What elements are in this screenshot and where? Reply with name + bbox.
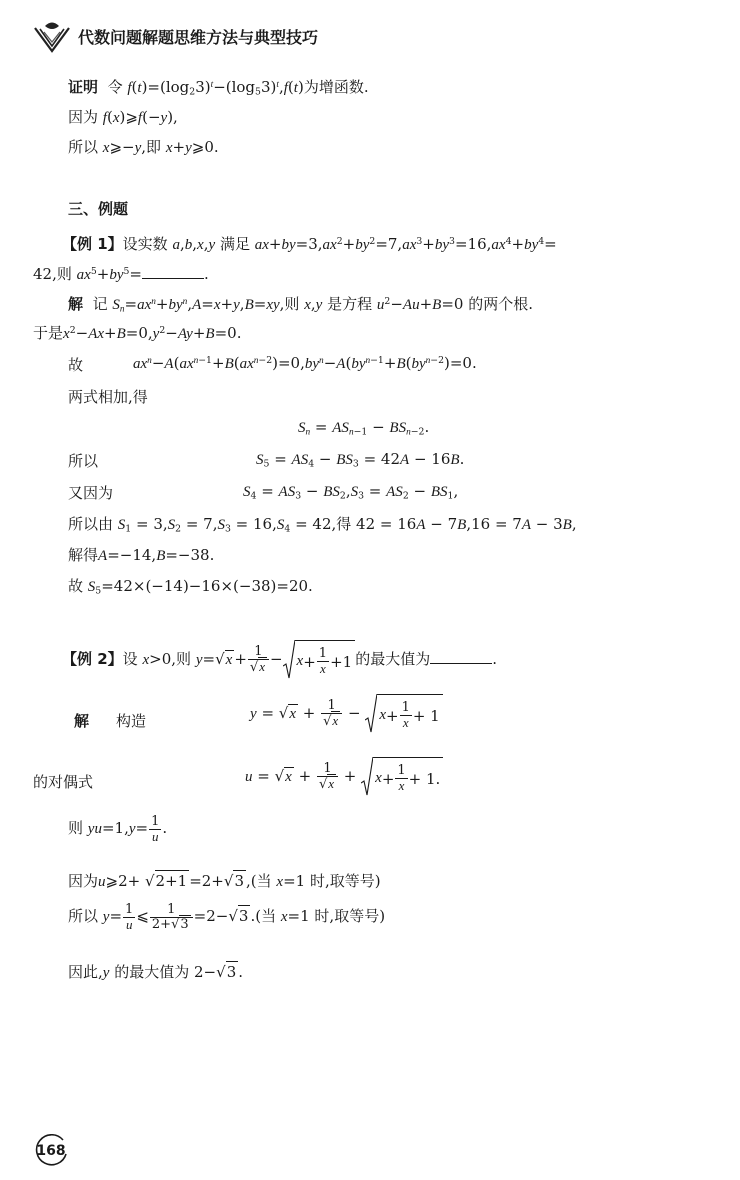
proof-label: 证明 bbox=[68, 78, 99, 96]
ex1-final-line: 故 $S_5=42\times(-14)-16\times(-38)=20$. bbox=[68, 577, 313, 597]
ex2-yinwei-line: 因为u⩾2+ √2+1 =2+√3 ,(当 x=1 时,取等号) bbox=[68, 872, 381, 890]
ex2-solution-label: 解 bbox=[74, 712, 90, 730]
answer-blank-2 bbox=[430, 649, 492, 664]
ex2-u-formula: u = √x + $\frac{1}{√x}$ + x + $\frac{1}{x}$ + 1. bbox=[245, 757, 443, 797]
ex1-s5-formula: $S_5 = AS_4 - BS_3 = 42A - 16B$. bbox=[256, 450, 465, 470]
proof-line-1: 证明 令 $f(t)=(\log_23)^t-(\log_53)^t,f(t)$为增函数. bbox=[68, 78, 369, 98]
ex1-substitution-line: 所以由 $S_1 = 3,S_2 = 7,S_3 = 16,S_4 = 42$,得 42 = 16A − 7B,16 = 7A − 3B, bbox=[68, 515, 577, 535]
ex2-y-formula: y = √x + $\frac{1}{√x}$ − x + $\frac{1}{x}$ + 1 bbox=[250, 694, 443, 734]
ex2-ze-line: 则 yu=1,y= $\frac{1}{u}$ . bbox=[68, 814, 168, 844]
section-title: 三、例题 bbox=[68, 200, 129, 218]
ex2-suoyi-line: 所以 y= $\frac{1}{u}$ ⩽ $\frac{1}{2+√3}$ =2−√3 .(当 x=1 时,取等号) bbox=[68, 902, 386, 932]
ex2-label: 【例 2】 bbox=[62, 650, 123, 668]
ex1-recurrence: $ax^n-A(ax^{n-1}+B(ax^{n-2})=0,by^n-A(by^{n-1}+B(by^{n-2})=0$. bbox=[133, 354, 477, 372]
ex1-solution-label: 解 bbox=[68, 295, 84, 313]
ex1-youyinwei: 又因为 bbox=[68, 484, 114, 502]
book-logo-icon bbox=[32, 20, 72, 54]
ex1-s4-s3-formula: $S_4 = AS_3 - BS_2,S_3 = AS_2 - BS_1$, bbox=[243, 482, 459, 502]
ex1-add-line: 两式相加,得 bbox=[68, 388, 148, 406]
answer-blank bbox=[142, 264, 204, 279]
ex1-label: 【例 1】 bbox=[62, 235, 123, 253]
ex1-question-line-1: 【例 1】设实数 a,b,x,y 满足 $ax+by=3,ax^2+by^2=7,ax^3+by^3=16,ax^4+by^4=$ bbox=[62, 235, 557, 253]
proof-line-3: 所以 x⩾−y,即 x+y⩾0. bbox=[68, 138, 219, 156]
page-number-text: 168 bbox=[36, 1143, 66, 1159]
ex1-solution-line-2: 于是$x^2-Ax+B=0,y^2-Ay+B=0$. bbox=[33, 324, 242, 342]
header-title: 代数问题解题思维方法与典型技巧 bbox=[78, 28, 319, 47]
ex1-question-line-2: 42,则 $ax^5+by^5=$ . bbox=[33, 265, 209, 283]
ex2-duiou: 的对偶式 bbox=[33, 773, 94, 791]
ex1-sn-formula: $S_n = AS_{n-1} - BS_{n-2}$. bbox=[298, 418, 430, 438]
proof-line-2: 因为 f(x)⩾f(−y), bbox=[68, 108, 178, 126]
page-number bbox=[33, 1134, 67, 1168]
ex2-gouzao: 构造 bbox=[116, 712, 147, 730]
ex1-gu-line: 故 bbox=[68, 356, 84, 374]
ex2-conclusion: 因此,y 的最大值为 2−√3 . bbox=[68, 963, 244, 981]
ex1-solution-line-1: 解 记 $S_n=ax^n+by^n,A=x+y,B=xy$,则 x,y 是方程 $u^2-Au+B=0$ 的两个根. bbox=[68, 295, 533, 315]
ex2-question: 【例 2】设 x>0,则 y=√x + $\frac{1}{√x}$ − x + $\frac{1}{x}$ +1 的最大值为 . bbox=[62, 640, 497, 680]
ex1-solve-line: 解得A=−14,B=−38. bbox=[68, 546, 215, 564]
ex1-suoyi: 所以 bbox=[68, 452, 99, 470]
